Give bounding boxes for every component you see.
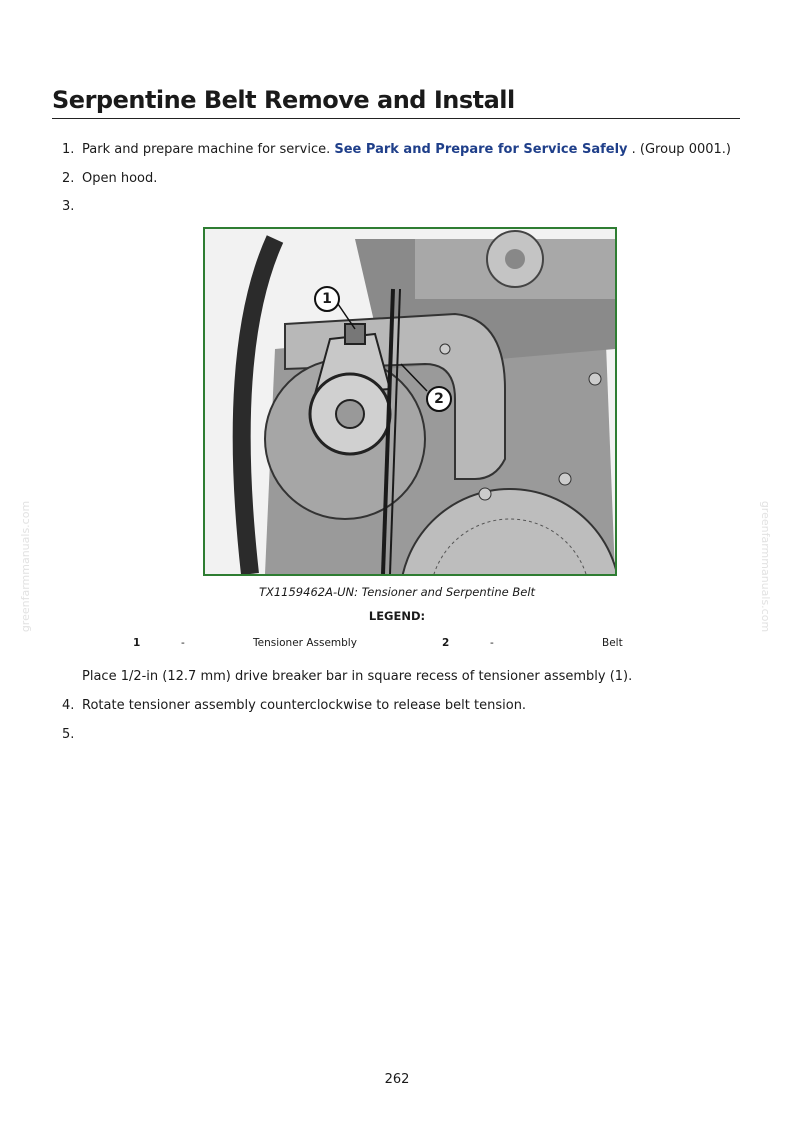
step-number: 3. [62,199,75,214]
legend-key-1: 1 [133,637,141,649]
step-text: Rotate tensioner assembly counterclockwise to release belt tension. [82,698,527,713]
watermark-left: greenfarmmanuals.com [19,500,33,633]
step-2 [62,170,157,188]
step-text: Park and prepare machine for service. [82,142,335,157]
legend-dash-1: - [181,637,185,649]
legend-label-1: Tensioner Assembly [253,637,357,649]
page-title: Serpentine Belt Remove and Install [52,86,740,119]
step-number: 5. [62,727,75,742]
watermark-right: greenfarmmanuals.com [759,500,773,633]
step-3 [62,198,82,216]
callout-2: 2 [426,386,452,412]
park-prepare-link[interactable]: See Park and Prepare for Service Safely [334,142,628,157]
legend-dash-2: - [490,637,494,649]
legend-title: LEGEND: [368,609,426,623]
engine-figure [203,227,617,576]
step-text: Open hood. [82,171,158,186]
step-number: 1. [62,142,75,157]
legend-label-2: Belt [602,637,623,649]
step-1 [62,141,731,159]
engine-illustration [205,229,615,574]
step-number: 2. [62,171,75,186]
step-4 [62,697,526,715]
step-3-instruction: Place 1/2-in (12.7 mm) drive breaker bar in square recess of tensioner assembly (1). [82,669,633,684]
callout-1: 1 [314,286,340,312]
step-5 [62,726,82,744]
figure-caption: TX1159462A-UN: Tensioner and Serpentine Belt [258,585,536,599]
legend-key-2: 2 [442,637,450,649]
step-text-after: . (Group 0001.) [627,142,731,157]
step-number: 4. [62,698,75,713]
page-number: 262 [384,1072,410,1087]
